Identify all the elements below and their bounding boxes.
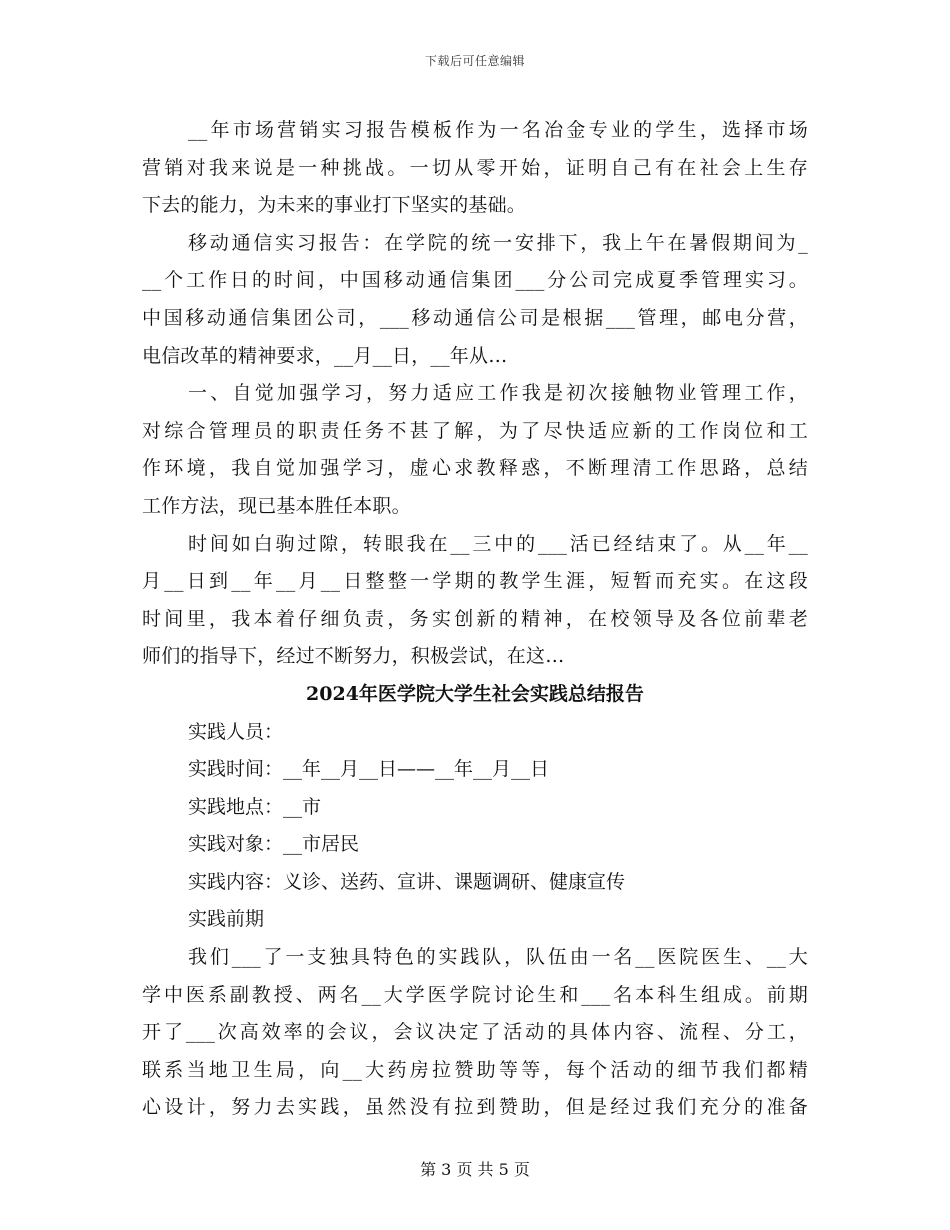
text-line: 营销对我来说是一种挑战。一切从零开始，证明自己有在社会上生存 (142, 156, 808, 179)
text-line: 学中医系副教授、两名__大学医学院讨论生和___名本科生组成。前期 (142, 983, 808, 1006)
text-line: 一、自觉加强学习，努力适应工作我是初次接触物业管理工作， (188, 382, 808, 405)
field-location: 实践地点：__市 (188, 795, 322, 818)
field-early-stage: 实践前期 (188, 908, 265, 931)
text-line: 师们的指导下，经过不断努力，积极尝试，在这… (142, 645, 565, 668)
text-line: __年市场营销实习报告模板作为一名冶金专业的学生，选择市场 (188, 119, 808, 141)
field-content: 实践内容：义诊、送药、宣讲、课题调研、健康宣传 (188, 870, 626, 893)
text-line: __个工作日的时间，中国移动通信集团___分公司完成夏季管理实习。 (142, 269, 808, 292)
text-line: 作环境，我自觉加强学习，虚心求教释惑，不断理清工作思路，总结 (142, 457, 808, 480)
document-body (142, 112, 808, 1127)
text-line: 月__日到__年__月__日整整一学期的教学生涯，短暂而充实。在这段 (142, 570, 808, 593)
text-line: 电信改革的精神要求，__月__日，__年从… (142, 344, 508, 367)
text-line: 对综合管理员的职责任务不甚了解，为了尽快适应新的工作岗位和工 (142, 419, 808, 442)
text-line: 心设计，努力去实践，虽然没有拉到赞助，但是经过我们充分的准备 (142, 1096, 808, 1119)
field-personnel: 实践人员： (188, 720, 284, 743)
text-line: 时间里，我本着仔细负责，务实创新的精神，在校领导及各位前辈老 (142, 607, 808, 630)
text-line: 下去的能力，为未来的事业打下坚实的基础。 (142, 194, 527, 217)
text-line: 开了___次高效率的会议，会议决定了活动的具体内容、流程、分工， (142, 1021, 808, 1044)
text-line: 移动通信实习报告：在学院的统一安排下，我上午在暑假期间为_ (188, 231, 808, 254)
text-line: 中国移动通信集团公司，___移动通信公司是根据___管理，邮电分营， (142, 306, 808, 329)
field-time: 实践时间：__年__月__日——__年__月__日 (188, 758, 550, 781)
text-line: 工作方法，现已基本胜任本职。 (142, 494, 411, 517)
text-line: 我们___了一支独具特色的实践队，队伍由一名__医院医生、__大 (188, 946, 808, 969)
page-footer: 第 3 页 共 5 页 (420, 1160, 530, 1179)
text-line: 时间如白驹过隙，转眼我在__三中的___活已经结束了。从__年__ (188, 532, 808, 555)
text-line: 联系当地卫生局，向__大药房拉赞助等等，每个活动的细节我们都精 (142, 1058, 808, 1081)
section-title: 2024年医学院大学生社会实践总结报告 (306, 682, 644, 705)
header-note: 下载后可任意编辑 (424, 54, 525, 68)
field-target: 实践对象：__市居民 (188, 833, 360, 856)
